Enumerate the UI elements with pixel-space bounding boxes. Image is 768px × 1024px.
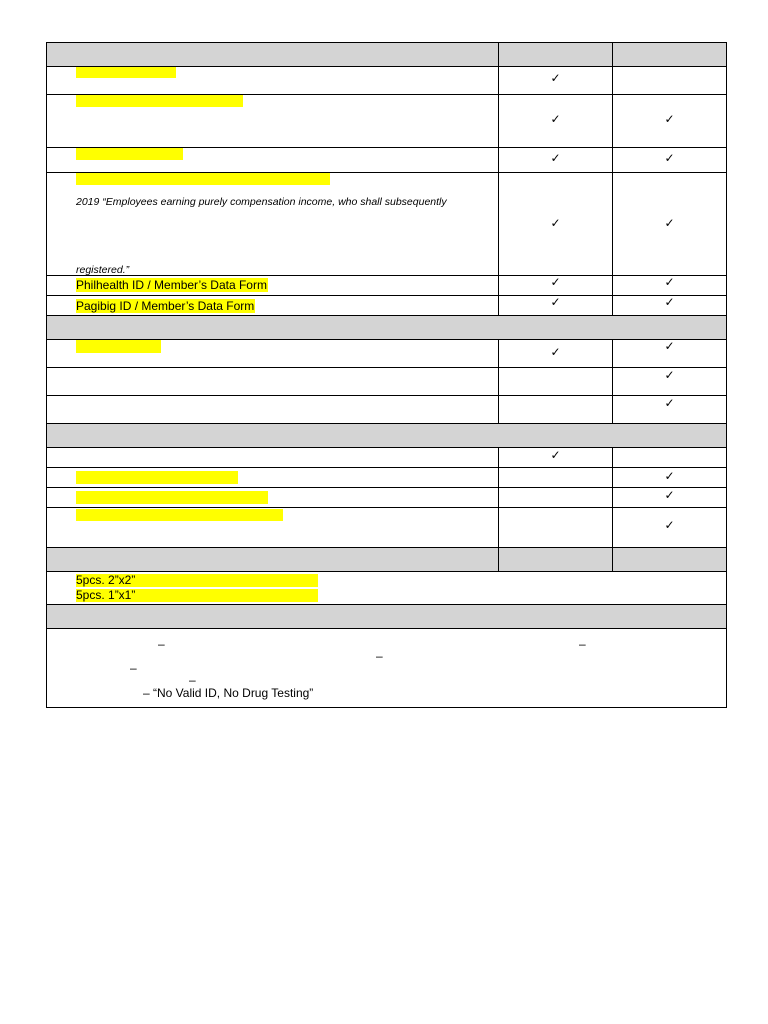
empty-cell <box>499 508 613 548</box>
check-cell <box>613 468 727 488</box>
checkmark-icon: ✓ <box>550 275 561 289</box>
check-cell <box>613 276 727 296</box>
table-row <box>47 296 727 316</box>
checkmark-icon: ✓ <box>550 448 561 462</box>
table-row <box>47 173 727 276</box>
dash-mark: – <box>376 649 383 663</box>
notice-text-line2: registered.” <box>76 264 130 276</box>
check-cell <box>499 448 613 468</box>
requirement-cell <box>47 488 499 508</box>
photo-1x1-label: 5pcs. 1”x1” <box>76 588 136 602</box>
requirement-cell <box>47 468 499 488</box>
photo-2x2-label: 5pcs. 2”x2” <box>76 573 136 587</box>
check-cell <box>613 488 727 508</box>
checkmark-icon: ✓ <box>664 295 675 309</box>
dash-mark: – <box>189 673 196 687</box>
requirement-cell <box>47 368 499 396</box>
requirement-cell <box>47 67 499 95</box>
highlight-mark <box>76 67 176 78</box>
check-cell <box>613 368 727 396</box>
checkmark-icon: ✓ <box>550 345 561 359</box>
table-row <box>47 340 727 368</box>
checkmark-icon: ✓ <box>664 469 675 483</box>
checkmark-icon: ✓ <box>550 151 561 165</box>
empty-cell <box>499 368 613 396</box>
requirement-cell <box>47 173 499 276</box>
photos-cell <box>47 572 727 605</box>
highlight-mark <box>76 509 283 521</box>
highlight-mark <box>76 173 330 185</box>
check-cell <box>499 67 613 95</box>
check-cell <box>613 508 727 548</box>
requirement-cell <box>47 508 499 548</box>
table-header-row <box>47 43 727 67</box>
requirement-cell <box>47 95 499 148</box>
check-cell <box>613 296 727 316</box>
photos-row <box>47 572 727 605</box>
check-cell <box>499 148 613 173</box>
checkmark-icon: ✓ <box>550 71 561 85</box>
checkmark-icon: ✓ <box>664 396 675 410</box>
table-row <box>47 148 727 173</box>
header-cell-col2 <box>499 43 613 67</box>
checkmark-icon: ✓ <box>664 112 675 126</box>
check-cell <box>499 95 613 148</box>
checkmark-icon: ✓ <box>664 275 675 289</box>
section-header-cell <box>47 316 727 340</box>
notes-row <box>47 629 727 708</box>
highlight-mark <box>76 471 238 484</box>
check-cell <box>613 148 727 173</box>
checkmark-icon: ✓ <box>664 151 675 165</box>
requirement-cell <box>47 148 499 173</box>
empty-cell <box>499 396 613 424</box>
requirements-table <box>46 42 727 708</box>
table-row <box>47 276 727 296</box>
notes-cell <box>47 629 727 708</box>
check-cell <box>613 95 727 148</box>
requirement-cell <box>47 296 499 316</box>
empty-cell <box>613 67 727 95</box>
highlight-mark <box>76 95 243 107</box>
notice-text-line1: 2019 “Employees earning purely compensation income, who shall subsequently <box>76 196 447 208</box>
requirement-cell <box>47 276 499 296</box>
section-header-cell <box>613 548 727 572</box>
empty-cell <box>613 448 727 468</box>
check-cell <box>613 340 727 368</box>
section-header-row <box>47 424 727 448</box>
empty-cell <box>499 488 613 508</box>
dash-mark: – <box>158 637 165 651</box>
check-cell <box>499 340 613 368</box>
section-header-row <box>47 548 727 572</box>
section-header-cell <box>47 605 727 629</box>
section-header-cell <box>47 424 727 448</box>
highlight-mark <box>76 491 268 504</box>
check-cell <box>613 173 727 276</box>
check-cell <box>499 276 613 296</box>
empty-cell <box>499 468 613 488</box>
header-cell-requirement <box>47 43 499 67</box>
section-header-row <box>47 316 727 340</box>
no-valid-id-note: – “No Valid ID, No Drug Testing” <box>143 686 314 700</box>
check-cell <box>499 296 613 316</box>
requirement-cell <box>47 396 499 424</box>
checkmark-icon: ✓ <box>664 339 675 353</box>
checkmark-icon: ✓ <box>664 216 675 230</box>
pagibig-label: Pagibig ID / Member’s Data Form <box>76 299 255 313</box>
table-row <box>47 396 727 424</box>
dash-mark: – <box>579 637 586 651</box>
table-row <box>47 468 727 488</box>
check-cell <box>613 396 727 424</box>
requirement-cell <box>47 448 499 468</box>
table-row <box>47 67 727 95</box>
highlight-mark <box>76 340 161 353</box>
checkmark-icon: ✓ <box>550 295 561 309</box>
section-header-cell <box>499 548 613 572</box>
checkmark-icon: ✓ <box>550 216 561 230</box>
checkmark-icon: ✓ <box>664 368 675 382</box>
dash-mark: – <box>130 661 137 675</box>
header-cell-col3 <box>613 43 727 67</box>
section-header-row <box>47 605 727 629</box>
highlight-mark <box>76 148 183 160</box>
table-row <box>47 368 727 396</box>
table-row <box>47 95 727 148</box>
requirement-cell <box>47 340 499 368</box>
table-row <box>47 508 727 548</box>
philhealth-label: Philhealth ID / Member’s Data Form <box>76 278 267 292</box>
section-header-cell <box>47 548 499 572</box>
requirements-document <box>46 42 723 708</box>
checkmark-icon: ✓ <box>664 488 675 502</box>
check-cell <box>499 173 613 276</box>
checkmark-icon: ✓ <box>550 112 561 126</box>
checkmark-icon: ✓ <box>664 518 675 532</box>
table-row <box>47 488 727 508</box>
table-row <box>47 448 727 468</box>
